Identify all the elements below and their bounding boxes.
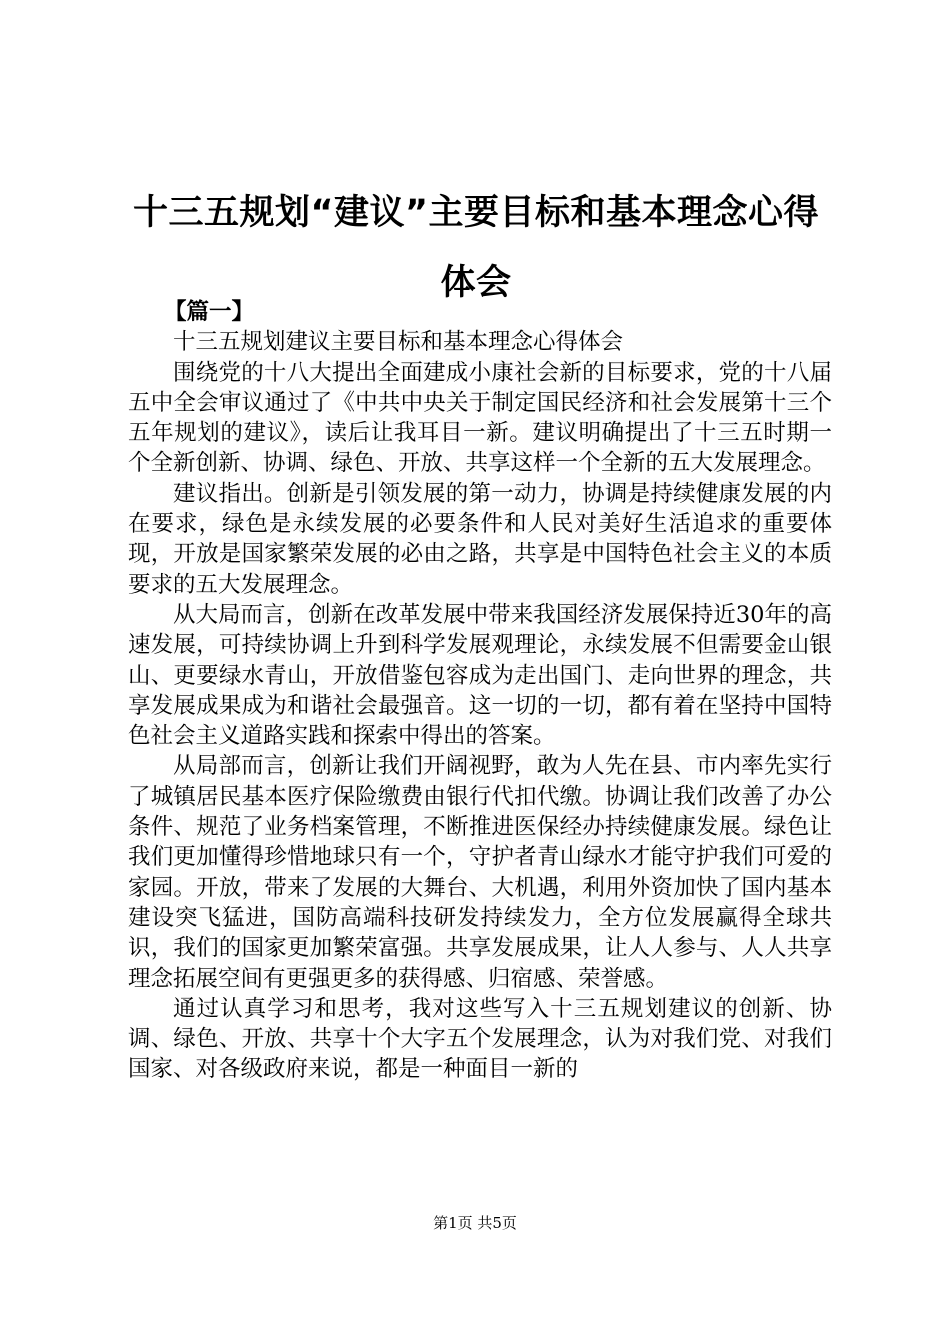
paragraph-4: 从局部而言，创新让我们开阔视野，敢为人先在县、市内率先实行了城镇居民基本医疗保险缴费由银行代扣代缴。协调让我们改善了办公条件、规范了业务档案管理，不断推进医保经办持续健康发展。绿色让我们更加懂得珍惜地球只有一个，守护者青山绿水才能守护我们可爱的家园。开放，带来了发展的大舞台、大机遇，利用外资加快了国内基本建设突飞猛进，国防高端科技研发持续发力，全方位发展赢得全球共识，我们的国家更加繁荣富强。共享发展成果，让人人参与、人人共享理念拓展空间有更强更多的获得感、归宿感、荣誉感。 [128,753,832,992]
paragraph-5: 通过认真学习和思考，我对这些写入十三五规划建议的创新、协调、绿色、开放、共享十个大字五个发展理念，认为对我们党、对我们国家、对各级政府来说，都是一种面目一新的 [128,995,832,1083]
document-subtitle: 十三五规划建议主要目标和基本理念心得体会 [173,329,624,356]
document-title: 十三五规划“建议”主要目标和基本理念心得体会 [132,193,819,303]
paragraph-2: 建议指出。创新是引领发展的第一动力，协调是持续健康发展的内在要求，绿色是永续发展的必要条件和人民对美好生活追求的重要体现，开放是国家繁荣发展的必由之路，共享是中国特色社会主义的本质要求的五大发展理念。 [128,480,832,598]
page-footer [0,1213,950,1233]
paragraph-1: 围绕党的十八大提出全面建成小康社会新的目标要求，党的十八届五中全会审议通过了《中共中央关于制定国民经济和社会发展第十三个五年规划的建议》，读后让我耳目一新。建议明确提出了十三五时期一个全新创新、协调、绿色、开放、共享这样一个全新的五大发展理念。 [128,359,832,477]
section-label: 【篇一】 [164,299,255,325]
paragraph-3: 从大局而言，创新在改革发展中带来我国经济发展保持近30年的高速发展，可持续协调上升到科学发展观理论，永续发展不但需要金山银山、更要绿水青山，开放借鉴包容成为走出国门、走向世界的理念，共享发展成果成为和谐社会最强音。这一切的一切，都有着在坚持中国特色社会主义道路实践和探索中得出的答案。 [128,601,832,750]
page-number-indicator: 第1页 共5页 [433,1214,517,1232]
document-body [128,297,832,1085]
